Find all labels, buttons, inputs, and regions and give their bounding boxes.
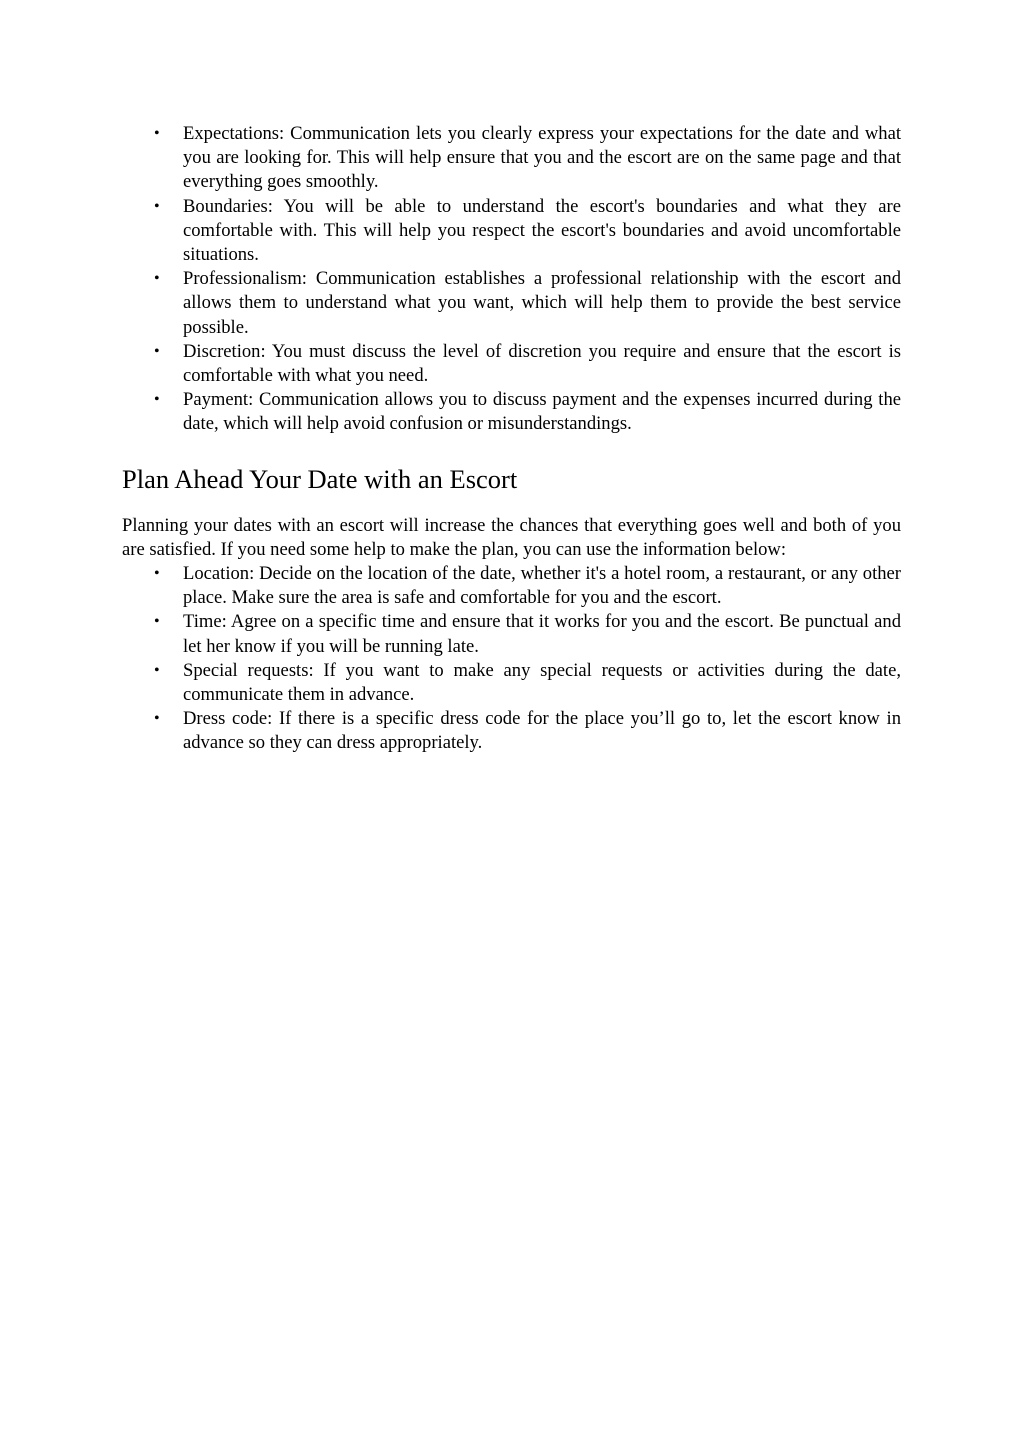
list-item-text: Time: Agree on a specific time and ensure that it works for you and the escort. Be punctual and let her know if you will be running late. bbox=[183, 611, 901, 657]
list-item-text: Payment: Communication allows you to discuss payment and the expenses incurred during the date, which will help avoid confusion or misunderstandings. bbox=[183, 389, 901, 435]
bullet-icon: • bbox=[154, 710, 160, 728]
bullet-icon: • bbox=[154, 342, 160, 360]
bullet-icon: • bbox=[154, 270, 160, 288]
list-item-text: Special requests: If you want to make any special requests or activities during the date, communicate them in advance. bbox=[183, 659, 901, 706]
section-paragraph: Planning your dates with an escort will increase the chances that everything goes well and both of you are satisfied. If you need some help to make the plan, you can use the information below: bbox=[122, 514, 901, 560]
bullet-icon: • bbox=[154, 125, 160, 142]
list-item-text: Boundaries: You will be able to understand the escort's boundaries and what they are comfortable with. This will help you respect the escort's boundaries and avoid uncomfortable situations. bbox=[183, 195, 901, 266]
bullet-icon: • bbox=[154, 197, 160, 215]
list-item-text: Location: Decide on the location of the date, whether it's a hotel room, a restaurant, or any other place. Make sure the area is safe and comfortable for you and the escort. bbox=[183, 563, 901, 609]
list-item bbox=[154, 659, 901, 707]
bullet-icon: • bbox=[154, 661, 160, 679]
list-item bbox=[154, 610, 901, 658]
section-heading: Plan Ahead Your Date with an Escort bbox=[122, 463, 518, 494]
list-item-text: Professionalism: Communication establishes a professional relationship with the escort and allows them to understand what you want, which will help them to provide the best service possible. bbox=[183, 268, 901, 338]
planning-tips-list bbox=[122, 562, 901, 756]
communication-benefits-list bbox=[122, 122, 901, 437]
bullet-icon: • bbox=[154, 613, 160, 631]
list-item bbox=[154, 195, 901, 268]
list-item bbox=[154, 122, 901, 195]
list-item-text: Discretion: You must discuss the level of discretion you require and ensure that the escort is comfortable with what you need. bbox=[183, 340, 901, 387]
bullet-icon: • bbox=[154, 391, 160, 409]
list-item bbox=[154, 562, 901, 610]
list-item bbox=[154, 388, 901, 436]
page-content bbox=[122, 122, 901, 756]
list-item bbox=[154, 340, 901, 388]
list-item-text: Expectations: Communication lets you clearly express your expectations for the date and what you are looking for. This will help ensure that you and the escort are on the same page and that everything goes smoothly. bbox=[183, 123, 901, 193]
list-item bbox=[154, 707, 901, 755]
list-item bbox=[154, 267, 901, 340]
bullet-icon: • bbox=[154, 565, 160, 583]
list-item-text: Dress code: If there is a specific dress code for the place you’ll go to, let the escort know in advance so they can dress appropriately. bbox=[183, 708, 901, 754]
